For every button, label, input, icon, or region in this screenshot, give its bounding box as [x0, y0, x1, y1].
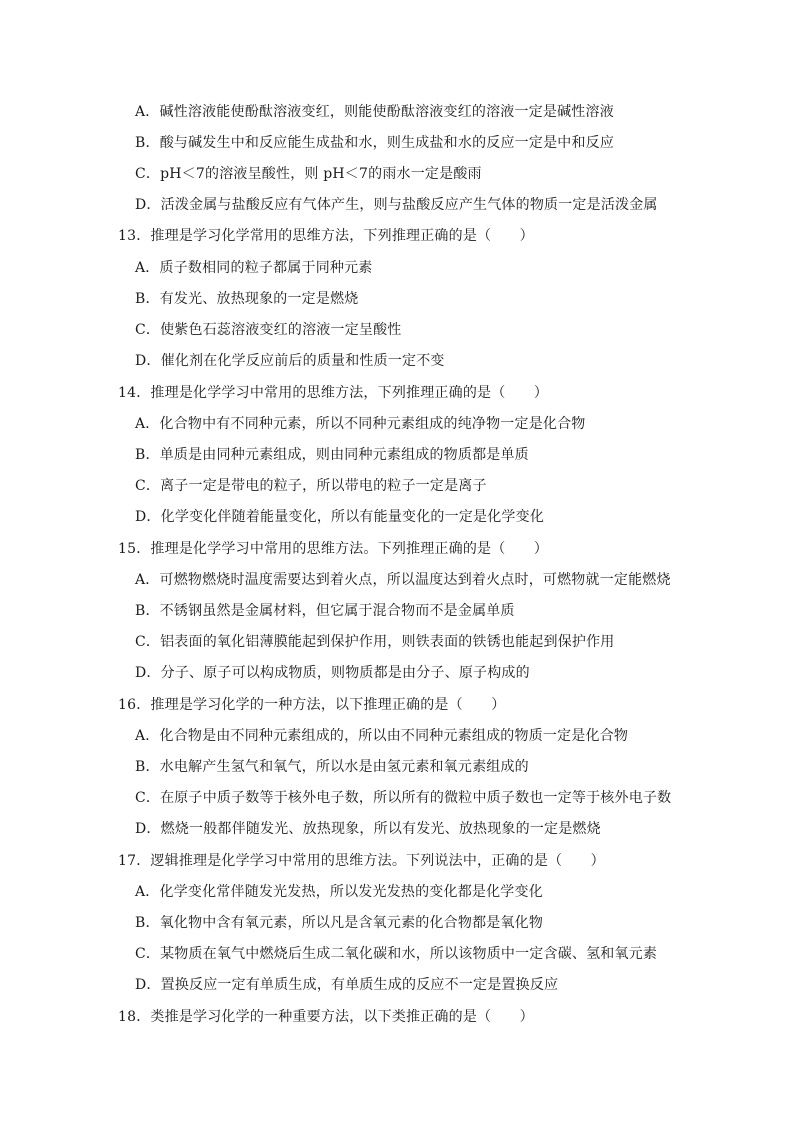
q17-option-b: B．氧化物中含有氧元素，所以凡是含氧元素的化合物都是氧化物	[135, 915, 544, 931]
q12-option-a: A．碱性溶液能使酚酞溶液变红，则能使酚酞溶液变红的溶液一定是碱性溶液	[135, 104, 614, 120]
q15-option-d: D．分子、原子可以构成物质，则物质都是由分子、原子构成的	[135, 665, 530, 681]
q16-option-d: D．燃烧一般都伴随发光、放热现象，所以有发光、放热现象的一定是燃烧	[135, 821, 601, 837]
q15-option-b: B．不锈钢虽然是金属材料，但它属于混合物而不是金属单质	[135, 603, 515, 619]
q13-option-b: B．有发光、放热现象的一定是燃烧	[135, 291, 359, 307]
q15-stem: 15．推理是化学学习中常用的思维方法。下列推理正确的是（ ）	[118, 541, 549, 557]
q14-option-c: C．离子一定是带电的粒子，所以带电的粒子一定是离子	[135, 478, 487, 494]
q16-option-a: A．化合物是由不同种元素组成的，所以由不同种元素组成的物质一定是化合物	[135, 728, 629, 744]
q14-stem: 14．推理是化学学习中常用的思维方法，下列推理正确的是（ ）	[118, 385, 549, 401]
q15-option-c: C．铝表面的氧化铝薄膜能起到保护作用，则铁表面的铁锈也能起到保护作用	[135, 634, 615, 650]
q12-option-b: B．酸与碱发生中和反应能生成盐和水，则生成盐和水的反应一定是中和反应	[135, 135, 615, 151]
q17-stem: 17．逻辑推理是化学学习中常用的思维方法。下列说法中，正确的是（ ）	[118, 853, 605, 869]
q14-option-a: A．化合物中有不同种元素，所以不同种元素组成的纯净物一定是化合物	[135, 416, 586, 432]
q13-option-d: D．催化剂在化学反应前后的质量和性质一定不变	[135, 353, 445, 369]
q16-stem: 16．推理是学习化学的一种方法，以下推理正确的是（ ）	[118, 697, 506, 713]
q16-option-c: C．在原子中质子数等于核外电子数，所以所有的微粒中质子数也一定等于核外电子数	[135, 790, 672, 806]
q13-option-a: A．质子数相同的粒子都属于同种元素	[135, 260, 373, 276]
q14-option-d: D．化学变化伴随着能量变化，所以有能量变化的一定是化学变化	[135, 509, 545, 525]
q17-option-c: C．某物质在氧气中燃烧后生成二氧化碳和水，所以该物质中一定含碳、氢和氧元素	[135, 946, 658, 962]
q17-option-a: A．化学变化常伴随发光发热，所以发光发热的变化都是化学变化	[135, 884, 543, 900]
q16-option-b: B．水电解产生氢气和氧气，所以水是由氢元素和氧元素组成的	[135, 759, 529, 775]
q12-option-d: D．活泼金属与盐酸反应有气体产生，则与盐酸反应产生气体的物质一定是活泼金属	[135, 197, 658, 213]
q12-option-c: C．pH＜7的溶液呈酸性，则 pH＜7的雨水一定是酸雨	[135, 166, 482, 182]
q13-stem: 13．推理是学习化学常用的思维方法，下列推理正确的是（ ）	[118, 228, 534, 244]
q18-stem: 18．类推是学习化学的一种重要方法，以下类推正确的是（ ）	[118, 1009, 534, 1025]
q13-option-c: C．使紫色石蕊溶液变红的溶液一定呈酸性	[135, 322, 402, 338]
q14-option-b: B．单质是由同种元素组成，则由同种元素组成的物质都是单质	[135, 447, 529, 463]
q15-option-a: A．可燃物燃烧时温度需要达到着火点，所以温度达到着火点时，可燃物就一定能燃烧	[135, 572, 671, 588]
q17-option-d: D．置换反应一定有单质生成，有单质生成的反应不一定是置换反应	[135, 977, 559, 993]
